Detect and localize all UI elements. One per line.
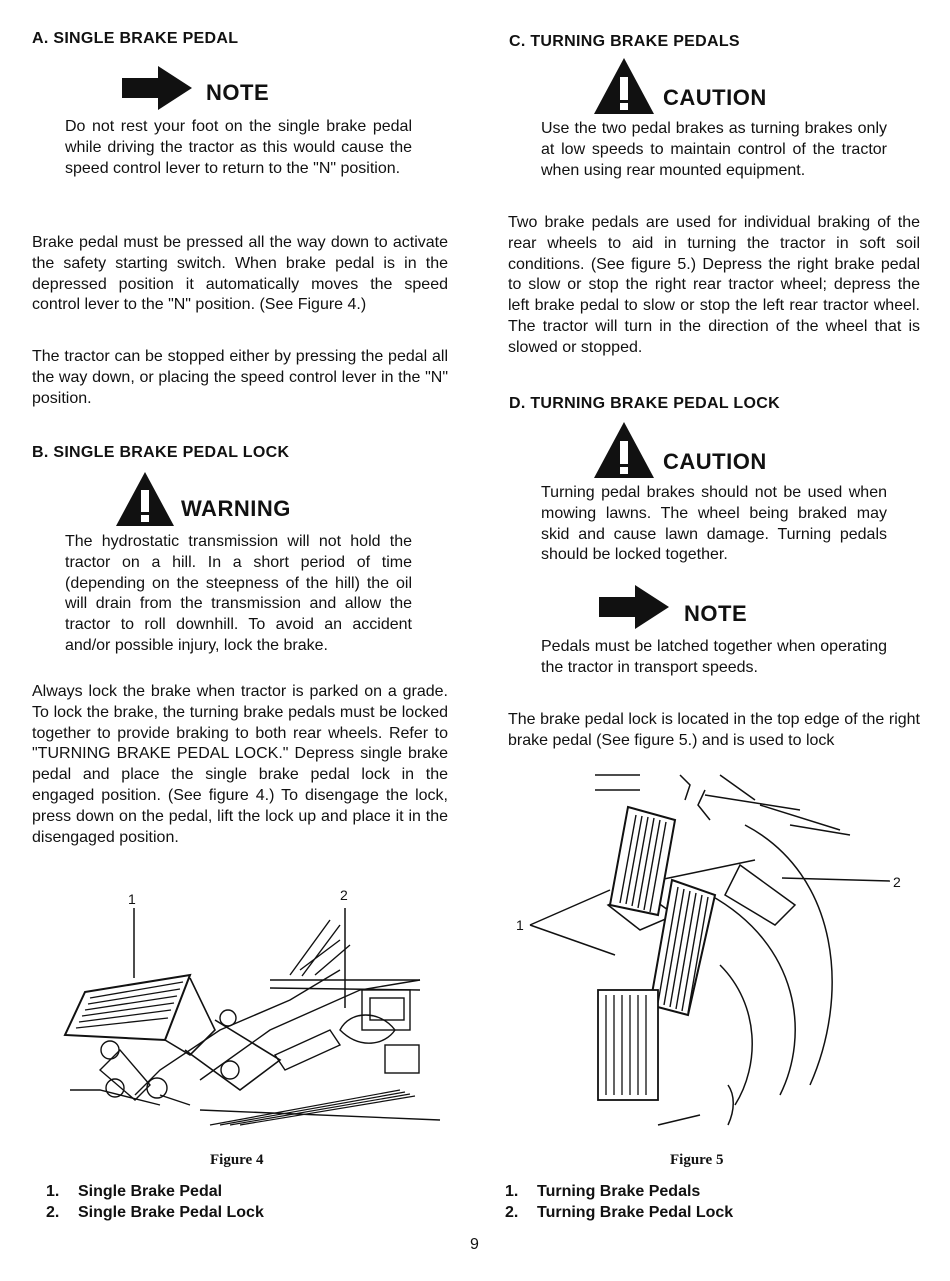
legend-item	[505, 1181, 733, 1202]
figure-4-illustration	[40, 880, 440, 1130]
section-c-paragraph-1: Two brake pedals are used for individual braking of the rear wheels to aid in turning the tractor in soft soil conditions. (See figure 5.) Depress the right brake pedal to slow or stop the right rear tractor wheel; depress the left brake pedal to slow or stop the left rear tractor wheel. The tractor will turn in the direction of the wheel that is slowed or stopped.	[508, 214, 920, 356]
note-text-a: Do not rest your foot on the single brake pedal while driving the tractor as this would cause the speed control lever to return to the "N" position.	[65, 118, 412, 177]
figure-5-callout-2: 2	[893, 874, 901, 890]
caution-text-c: Use the two pedal brakes as turning brakes only at low speeds to maintain control of the tractor when using rear mounted equipment.	[541, 120, 887, 179]
caution-title-c: CAUTION	[663, 85, 767, 110]
page-number: 9	[470, 1236, 479, 1253]
legend-num: 1.	[505, 1183, 519, 1200]
legend-item	[505, 1202, 733, 1223]
note-title-a: NOTE	[206, 80, 270, 105]
figure-4-caption: Figure 4	[210, 1152, 264, 1168]
legend-label: Turning Brake Pedal Lock	[537, 1204, 734, 1221]
caution-triangle-icon	[594, 58, 654, 114]
figure-4-callout-1: 1	[128, 891, 136, 907]
section-c-heading: C. TURNING BRAKE PEDALS	[509, 33, 740, 50]
caution-text-d: Turning pedal brakes should not be used when mowing lawns. The wheel being braked may skid and cause lawn damage. Turning pedals should be locked together.	[541, 484, 887, 564]
arrow-right-icon	[599, 585, 671, 629]
section-b-heading: B. SINGLE BRAKE PEDAL LOCK	[32, 444, 290, 461]
figure-4-legend	[46, 1181, 264, 1223]
legend-num: 2.	[46, 1204, 60, 1221]
warning-triangle-icon	[116, 472, 174, 526]
legend-num: 1.	[46, 1183, 60, 1200]
section-b-paragraph-1: Always lock the brake when tractor is parked on a grade. To lock the brake, the turning brake pedals must be locked together to provide braking to both rear wheels. Refer to "TURNING BRAKE PEDAL LOCK." Depress single brake pedal and place the single brake pedal lock in the engaged position. (See figure 4.) To disengage the lock, press down on the pedal, lift the lock up and place it in the disengaged position.	[32, 683, 448, 846]
warning-title: WARNING	[181, 496, 291, 521]
figure-4-callout-2: 2	[340, 887, 348, 903]
figure-5-legend	[505, 1181, 733, 1223]
caution-title-d: CAUTION	[663, 449, 767, 474]
figure-5-callout-1: 1	[516, 917, 524, 933]
note-text-d: Pedals must be latched together when operating the tractor in transport speeds.	[541, 638, 887, 676]
figure-5-caption: Figure 5	[670, 1152, 724, 1168]
legend-label: Single Brake Pedal Lock	[78, 1204, 264, 1221]
warning-text: The hydrostatic transmission will not hold the tractor on a hill. In a short period of time (depending on the steepness of the hill) the oil will drain from the transmission and allow the tractor to roll downhill. To avoid an accident and/or possible injury, lock the brake.	[65, 533, 412, 654]
section-d-paragraph-1: The brake pedal lock is located in the top edge of the right brake pedal (See figure 5.) and is used to lock	[508, 711, 920, 749]
figure-5-illustration	[510, 765, 910, 1130]
legend-num: 2.	[505, 1204, 519, 1221]
legend-item	[46, 1202, 264, 1223]
section-a-heading: A. SINGLE BRAKE PEDAL	[32, 30, 239, 47]
legend-label: Turning Brake Pedals	[537, 1183, 701, 1200]
section-a-paragraph-1: Brake pedal must be pressed all the way down to activate the safety starting switch. When brake pedal is in the depressed position it automatically moves the speed control lever to the "N" position. (See Figure 4.)	[32, 234, 448, 314]
caution-triangle-icon	[594, 422, 654, 478]
legend-label: Single Brake Pedal	[78, 1183, 223, 1200]
legend-item	[46, 1181, 264, 1202]
section-a-paragraph-2: The tractor can be stopped either by pressing the pedal all the way down, or placing the speed control lever in the "N" position.	[32, 348, 448, 407]
section-d-heading: D. TURNING BRAKE PEDAL LOCK	[509, 395, 780, 412]
note-title-d: NOTE	[684, 601, 748, 626]
arrow-right-icon	[122, 66, 194, 110]
